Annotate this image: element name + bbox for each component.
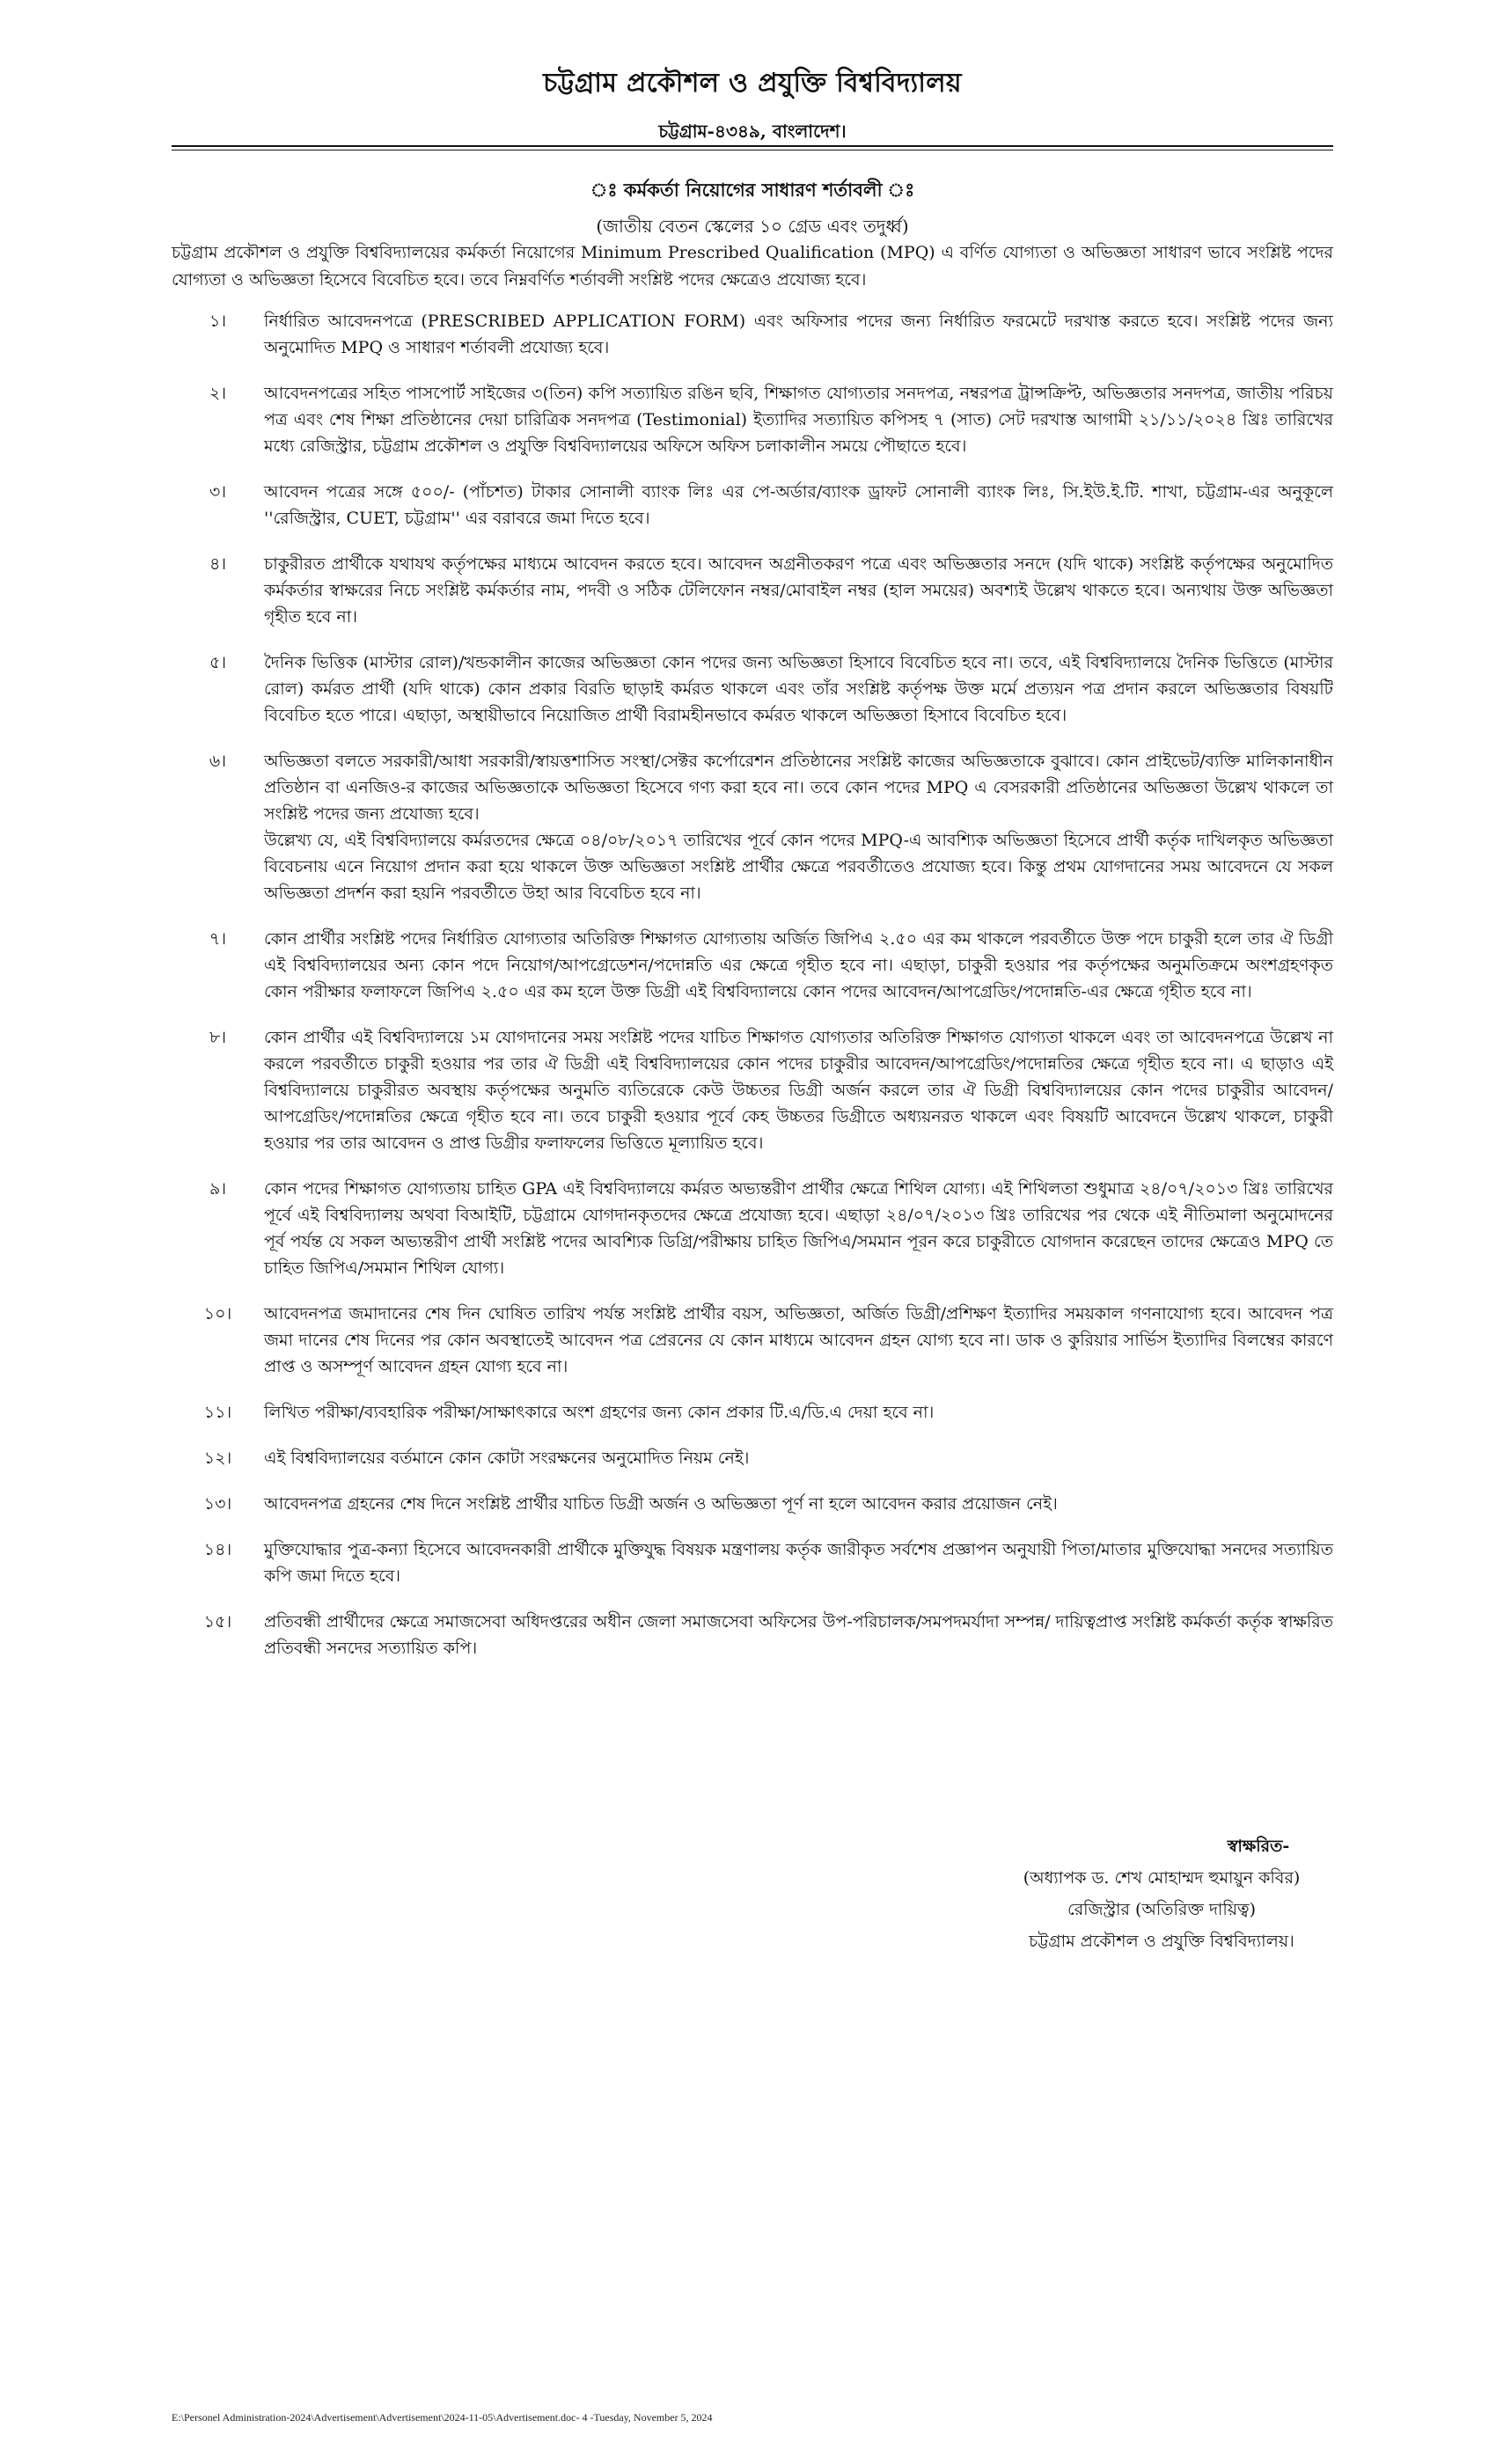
- university-address: চট্টগ্রাম-৪৩৪৯, বাংলাদেশ।: [658, 121, 847, 142]
- condition-number: ১।: [209, 312, 227, 331]
- condition-number: ৪।: [209, 554, 227, 574]
- condition-text: [264, 1399, 1333, 1426]
- condition-text: [264, 649, 1333, 729]
- letterhead: [172, 62, 1333, 148]
- condition-item: [172, 748, 1333, 906]
- condition-text: [264, 308, 1333, 361]
- condition-paragraph: অভিজ্ঞতা বলতে সরকারী/আধা সরকারী/স্বায়ত্তশাসিত সংস্থা/সেক্টর কর্পোরেশন প্রতিষ্ঠানের সংশ্লিষ্ট কাজের অভিজ্ঞতাকে বুঝাবে। কোন প্রাইভেট/ব্যক্তি মালিকানাধীন প্রতিষ্ঠান বা এনজিও-র কাজের অভিজ্ঞতাকে অভিজ্ঞতা হিসেবে গণ্য করা হবে না। তবে কোন পদের MPQ এ বেসরকারী প্রতিষ্ঠানের অভিজ্ঞতা উল্লেখ থাকলে তা সংশ্লিষ্ট পদের জন্য প্রযোজ্য হবে।: [264, 752, 1333, 824]
- condition-text: [264, 1024, 1333, 1156]
- condition-item: [172, 1399, 1333, 1426]
- condition-item: [172, 1609, 1333, 1661]
- condition-text: [264, 551, 1333, 630]
- condition-number: ১২।: [203, 1448, 232, 1468]
- condition-paragraph: আবেদন পত্রের সঙ্গে ৫০০/- (পাঁচশত) টাকার সোনালী ব্যাংক লিঃ এর পে-অর্ডার/ব্যাংক ড্রাফট সোনালী ব্যাংক লিঃ, সি.ইউ.ই.টি. শাখা, চট্টগ্রাম-এর অনুকূলে ''রেজিস্ট্রার, CUET, চট্টগ্রাম'' এর বরাবরে জমা দিতে হবে।: [264, 482, 1333, 528]
- condition-item: [172, 479, 1333, 532]
- condition-item: [172, 308, 1333, 361]
- condition-paragraph: আবেদনপত্র জমাদানের শেষ দিন ঘোষিত তারিখ পর্যন্ত সংশ্লিষ্ট প্রার্থীর বয়স, অভিজ্ঞতা, অর্জিত ডিগ্রী/প্রশিক্ষণ ইত্যাদির সময়কাল গণনাযোগ্য হবে। আবেদন পত্র জমা দানের শেষ দিনের পর কোন অবস্থাতেই আবেদন পত্র প্রেরনের যে কোন মাধ্যমে আবেদন গ্রহন যোগ্য হবে না। ডাক ও কুরিয়ার সার্ভিস ইত্যাদির বিলম্বের কারণে প্রাপ্ত ও অসম্পূর্ণ আবেদন গ্রহন যোগ্য হবে না।: [264, 1304, 1333, 1376]
- condition-text: [264, 1491, 1333, 1517]
- condition-number: ২।: [209, 384, 227, 403]
- condition-text: [264, 1301, 1333, 1380]
- condition-number: ১০।: [203, 1304, 232, 1324]
- condition-paragraph: কোন পদের শিক্ষাগত যোগ্যতায় চাহিত GPA এই বিশ্ববিদ্যালয়ে কর্মরত অভ্যন্তরীণ প্রার্থীর ক্ষেত্রে শিথিল যোগ্য। এই শিথিলতা শুধুমাত্র ২৪/০৭/২০১৩ খ্রিঃ তারিখের পূর্বে এই বিশ্ববিদ্যালয় অথবা বিআইটি, চট্টগ্রামে যোগদানকৃতদের ক্ষেত্রে প্রযোজ্য হবে। এছাড়া ২৪/০৭/২০১৩ খ্রিঃ তারিখের পর থেকে এই নীতিমালা অনুমোদনের পূর্ব পর্যন্ত যে সকল অভ্যন্তরীণ প্রার্থী সংশ্লিষ্ট পদের আবশ্যিক ডিগ্রি/পরীক্ষায় চাহিত জিপিএ/সমমান পূরন করে চাকুরীতে যোগদান করেছেন তাদের ক্ষেত্রেও MPQ তে চাহিত জিপিএ/সমমান শিথিল যোগ্য।: [264, 1179, 1333, 1278]
- condition-number: ১৪।: [203, 1540, 232, 1559]
- document-title: ঃ কর্মকর্তা নিয়োগের সাধারণ শর্তাবলী ঃ: [590, 179, 915, 201]
- condition-number: ৭।: [209, 929, 227, 949]
- condition-paragraph: প্রতিবন্ধী প্রার্থীদের ক্ষেত্রে সমাজসেবা অধিদপ্তরের অধীন জেলা সমাজসেবা অফিসের উপ-পরিচালক/সমপদমর্যাদা সম্পন্ন/ দায়িত্বপ্রাপ্ত সংশ্লিষ্ট কর্মকর্তা কর্তৃক স্বাক্ষরিত প্রতিবন্ধী সনদের সত্যায়িত কপি।: [264, 1612, 1333, 1658]
- condition-text: [264, 1609, 1333, 1661]
- condition-paragraph: আবেদনপত্র গ্রহনের শেষ দিনে সংশ্লিষ্ট প্রার্থীর যাচিত ডিগ্রী অর্জন ও অভিজ্ঞতা পূর্ণ না হলে আবেদন করার প্রয়োজন নেই।: [264, 1494, 1058, 1514]
- condition-text: [264, 926, 1333, 1005]
- intro-paragraph: চট্টগ্রাম প্রকৌশল ও প্রযুক্তি বিশ্ববিদ্যালয়ের কর্মকর্তা নিয়োগের Minimum Prescribed Qualification (MPQ) এ বর্ণিত যোগ্যতা ও অভিজ্ঞতা সাধারণ ভাবে সংশ্লিষ্ট পদের যোগ্যতা ও অভিজ্ঞতা হিসেবে বিবেচিত হবে। তবে নিম্নবর্ণিত শর্তাবলী সংশ্লিষ্ট পদের ক্ষেত্রেও প্রযোজ্য হবে।: [172, 243, 1333, 290]
- condition-number: ১৩।: [203, 1494, 232, 1514]
- condition-number: ৬।: [209, 752, 227, 771]
- condition-item: [172, 1536, 1333, 1589]
- condition-item: [172, 380, 1333, 459]
- condition-item: [172, 1445, 1333, 1471]
- condition-text: [264, 1445, 1333, 1471]
- condition-item: [172, 1301, 1333, 1380]
- condition-paragraph: কোন প্রার্থীর এই বিশ্ববিদ্যালয়ে ১ম যোগদানের সময় সংশ্লিষ্ট পদের যাচিত শিক্ষাগত যোগ্যতার অতিরিক্ত শিক্ষাগত যোগ্যতা থাকলে এবং তা আবেদনপত্রে উল্লেখ না করলে পরবর্তীতে চাকুরী হওয়ার পর তার ঐ ডিগ্রী এই বিশ্ববিদ্যালয়ের কোন পদের চাকুরীর আবেদন/আপগ্রেডিং/পদোন্নতির ক্ষেত্রে গৃহীত হবে না। এ ছাড়াও এই বিশ্ববিদ্যালয়ে চাকুরীরত অবস্থায় কর্তৃপক্ষের অনুমতি ব্যতিরেকে কেউ উচ্চতর ডিগ্রী অর্জন করলে তার ঐ ডিগ্রী বিশ্ববিদ্যালয়ের কোন পদের চাকুরীর আবেদন/আপগ্রেডিং/পদোন্নতির ক্ষেত্রে গৃহীত হবে না। তবে চাকুরী হওয়ার পূর্বে কেহ উচ্চতর ডিগ্রীতে অধ্যয়নরত থাকলে এবং বিষয়টি আবেদনে উল্লেখ থাকলে, চাকুরী হওয়ার পর তার আবেদন ও প্রাপ্ত ডিগ্রীর ফলাফলের ভিত্তিতে মূল্যায়িত হবে।: [264, 1028, 1333, 1153]
- condition-paragraph: মুক্তিযোদ্ধার পুত্র-কন্যা হিসেবে আবেদনকারী প্রার্থীকে মুক্তিযুদ্ধ বিষয়ক মন্ত্রণালয় কর্তৃক জারীকৃত সর্বশেষ প্রজ্ঞাপন অনুযায়ী পিতা/মাতার মুক্তিযোদ্ধা সনদের সত্যায়িত কপি জমা দিতে হবে।: [264, 1540, 1333, 1586]
- condition-paragraph: নির্ধারিত আবেদনপত্রে (PRESCRIBED APPLICATION FORM) এবং অফিসার পদের জন্য নির্ধারিত ফরমেটে দরখাস্ত করতে হবে। সংশ্লিষ্ট পদের জন্য অনুমোদিত MPQ ও সাধারণ শর্তাবলী প্রযোজ্য হবে।: [264, 312, 1333, 357]
- condition-paragraph: চাকুরীরত প্রার্থীকে যথাযথ কর্তৃপক্ষের মাধ্যমে আবেদন করতে হবে। আবেদন অগ্রনীতকরণ পত্রে এবং অভিজ্ঞতার সনদে (যদি থাকে) সংশ্লিষ্ট কর্তৃপক্ষের অনুমোদিত কর্মকর্তার স্বাক্ষরের নিচে সংশ্লিষ্ট কর্মকর্তার নাম, পদবী ও সঠিক টেলিফোন নম্বর/মোবাইল নম্বর (হাল সময়ের) অবশ্যই উল্লেখ থাকতে হবে। অন্যথায় উক্ত অভিজ্ঞতা গৃহীত হবে না।: [264, 554, 1333, 627]
- condition-text: [264, 748, 1333, 906]
- condition-item: [172, 1176, 1333, 1281]
- signature-block: [950, 1830, 1373, 1957]
- title-block: [172, 176, 1333, 243]
- conditions-list: [172, 308, 1333, 1681]
- condition-number: ১৫।: [203, 1612, 232, 1632]
- signature-label: স্বাক্ষরিত-: [1227, 1837, 1290, 1856]
- signatory-name: (অধ্যাপক ড. শেখ মোহাম্মদ হুমায়ুন কবির): [1023, 1868, 1301, 1888]
- condition-item: [172, 1491, 1333, 1517]
- signatory-institution: চট্টগ্রাম প্রকৌশল ও প্রযুক্তি বিশ্ববিদ্যালয়।: [1029, 1932, 1294, 1951]
- signatory-designation: রেজিস্ট্রার (অতিরিক্ত দায়িত্ব): [1067, 1900, 1256, 1919]
- condition-number: ১১।: [203, 1403, 232, 1422]
- condition-number: ৮।: [209, 1028, 227, 1047]
- condition-item: [172, 926, 1333, 1005]
- condition-paragraph: দৈনিক ভিত্তিক (মাস্টার রোল)/খন্ডকালীন কাজের অভিজ্ঞতা কোন পদের জন্য অভিজ্ঞতা হিসাবে বিবেচিত হবে না। তবে, এই বিশ্ববিদ্যালয়ে দৈনিক ভিত্তিতে (মাস্টার রোল) কর্মরত প্রার্থী (যদি থাকে) কোন প্রকার বিরতি ছাড়াই কর্মরত থাকলে এবং তাঁর সংশ্লিষ্ট কর্তৃপক্ষ উক্ত মর্মে প্রত্যয়ন পত্র প্রদান করলে অভিজ্ঞতার বিষয়টি বিবেচিত হতে পারে। এছাড়া, অস্থায়ীভাবে নিয়োজিত প্রার্থী বিরামহীনভাবে কর্মরত থাকলে অভিজ্ঞতা হিসাবে বিবেচিত হবে।: [264, 653, 1333, 725]
- condition-number: ৩।: [209, 482, 227, 502]
- condition-number: ৫।: [209, 653, 227, 672]
- condition-item: [172, 1024, 1333, 1156]
- condition-text: [264, 479, 1333, 532]
- condition-item: [172, 649, 1333, 729]
- condition-paragraph: এই বিশ্ববিদ্যালয়ের বর্তমানে কোন কোটা সংরক্ষনের অনুমোদিত নিয়ম নেই।: [264, 1448, 750, 1468]
- condition-text: [264, 1176, 1333, 1281]
- condition-item: [172, 551, 1333, 630]
- condition-paragraph-note: উল্লেখ্য যে, এই বিশ্ববিদ্যালয়ে কর্মরতদের ক্ষেত্রে ০৪/০৮/২০১৭ তারিখের পূর্বে কোন পদের MPQ-এ আবশ্যিক অভিজ্ঞতা হিসেবে প্রার্থী কর্তৃক দাখিলকৃত অভিজ্ঞতা বিবেচনায় এনে নিয়োগ প্রদান করা হয়ে থাকলে উক্ত অভিজ্ঞতা সংশ্লিষ্ট প্রার্থীর ক্ষেত্রে পরবর্তীতেও প্রযোজ্য হবে। কিন্তু প্রথম যোগদানের সময় আবেদনে যে সকল অভিজ্ঞতা প্রদর্শন করা হয়নি পরবর্তীতে উহা আর বিবেচিত হবে না।: [264, 831, 1333, 903]
- file-path-footer: E:\Personel Administration-2024\Advertisement\Advertisement\2024-11-05\Advertisement.doc- 4 -Tuesday, November 5, 2024: [172, 2411, 713, 2424]
- condition-text: [264, 380, 1333, 459]
- document-subtitle: (জাতীয় বেতন স্কেলের ১০ গ্রেড এবং তদুর্ধ্ব): [596, 216, 909, 237]
- condition-paragraph: কোন প্রার্থীর সংশ্লিষ্ট পদের নির্ধারিত যোগ্যতার অতিরিক্ত শিক্ষাগত যোগ্যতায় অর্জিত জিপিএ ২.৫০ এর কম থাকলে পরবর্তীতে উক্ত পদে চাকুরী হলে তার ঐ ডিগ্রী এই বিশ্ববিদ্যালয়ের অন্য কোন পদে নিয়োগ/আপগ্রেডেশন/পদোন্নতি এর ক্ষেত্রে গৃহীত হবে না। এছাড়া, চাকুরী হওয়ার পর কর্তৃপক্ষের অনুমতিক্রমে অংশগ্রহণকৃত কোন পরীক্ষার ফলাফলে জিপিএ ২.৫০ এর কম হলে উক্ত ডিগ্রী এই বিশ্ববিদ্যালয়ে কোন পদের আবেদন/আপগ্রেডিং/পদোন্নতি-এর ক্ষেত্রে গৃহীত হবে না।: [264, 929, 1333, 1001]
- header-divider-thick: [172, 145, 1333, 147]
- university-name: চট্টগ্রাম প্রকৌশল ও প্রযুক্তি বিশ্ববিদ্যালয়: [543, 68, 962, 99]
- condition-paragraph: লিখিত পরীক্ষা/ব্যবহারিক পরীক্ষা/সাক্ষাৎকারে অংশ গ্রহণের জন্য কোন প্রকার টি.এ/ডি.এ দেয়া হবে না।: [264, 1403, 935, 1422]
- condition-paragraph: আবেদনপত্রের সহিত পাসপোর্ট সাইজের ৩(তিন) কপি সত্যায়িত রঙিন ছবি, শিক্ষাগত যোগ্যতার সনদপত্র, নম্বরপত্র ট্রান্সক্রিপ্ট, অভিজ্ঞতার সনদপত্র, জাতীয় পরিচয় পত্র এবং শেষ শিক্ষা প্রতিষ্ঠানের দেয়া চারিত্রিক সনদপত্র (Testimonial) ইত্যাদির সত্যায়িত কপিসহ ৭ (সাত) সেট দরখাস্ত আগামী ২১/১১/২০২৪ খ্রিঃ তারিখের মধ্যে রেজিস্ট্রার, চট্টগ্রাম প্রকৌশল ও প্রযুক্তি বিশ্ববিদ্যালয়ের অফিসে অফিস চলাকালীন সময়ে পৌছাতে হবে।: [264, 384, 1333, 456]
- condition-number: ৯।: [209, 1179, 227, 1199]
- condition-text: [264, 1536, 1333, 1589]
